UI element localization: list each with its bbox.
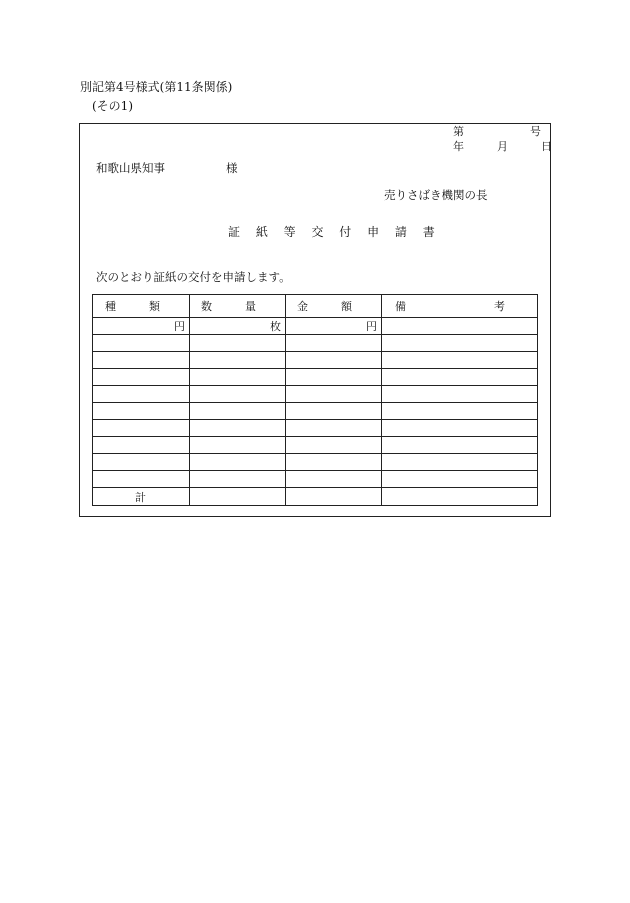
header-cell-type: 種 類: [105, 300, 160, 313]
request-statement: 次のとおり証紙の交付を申請します。: [96, 270, 291, 284]
total-label: 計: [135, 491, 146, 504]
addressee-honorific: 様: [226, 161, 238, 175]
row-divider: [93, 334, 537, 335]
row-divider: [93, 470, 537, 471]
document-title: 証 紙 等 交 付 申 請 書: [228, 225, 441, 239]
column-divider: [189, 295, 190, 505]
unit-yen: 円: [366, 320, 377, 333]
form-subtitle: (その1): [92, 99, 133, 113]
row-divider: [93, 385, 537, 386]
header-cell-amount: 金 額: [297, 300, 352, 313]
row-divider: [93, 436, 537, 437]
row-divider: [93, 368, 537, 369]
column-divider: [381, 295, 382, 505]
sender-label: 売りさばき機関の長: [384, 188, 488, 202]
row-divider: [93, 487, 537, 488]
row-divider: [93, 419, 537, 420]
row-divider: [93, 351, 537, 352]
addressee-name: 和歌山県知事: [96, 161, 165, 175]
items-table: [92, 294, 538, 506]
unit-sheets: 枚: [270, 320, 281, 333]
row-divider: [93, 402, 537, 403]
unit-yen: 円: [174, 320, 185, 333]
row-divider: [93, 317, 537, 318]
column-divider: [285, 295, 286, 505]
date-label: 年 月 日: [453, 140, 552, 153]
header-cell-remarks: 備 考: [395, 300, 505, 313]
form-title: 別記第4号様式(第11条関係): [80, 80, 233, 94]
header-cell-quantity: 数 量: [201, 300, 256, 313]
document-number-label: 第 号: [453, 125, 541, 138]
row-divider: [93, 453, 537, 454]
